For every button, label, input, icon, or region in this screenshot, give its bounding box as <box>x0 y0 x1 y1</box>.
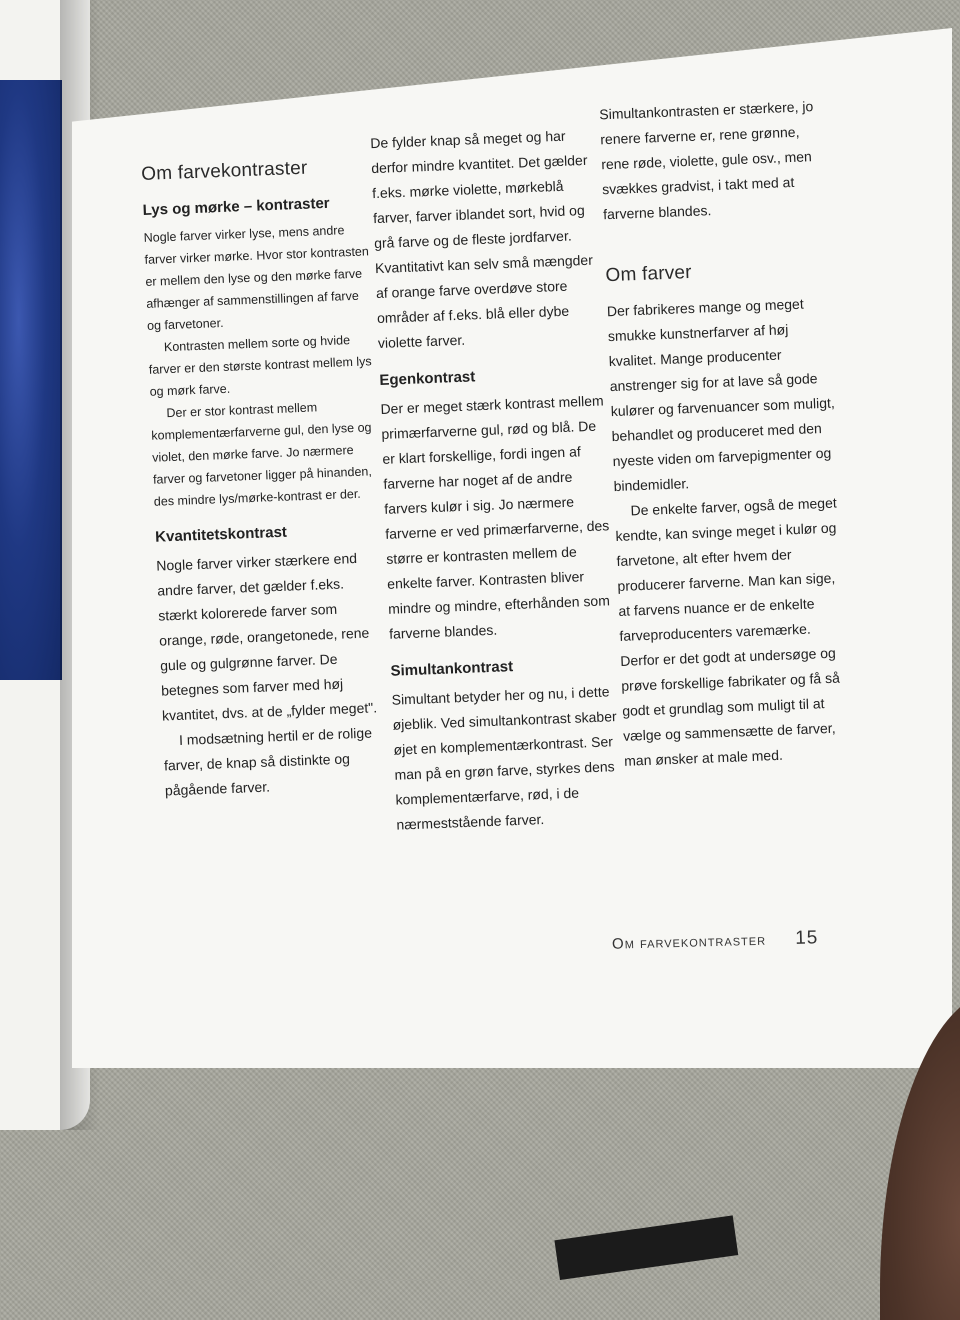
paragraph: Der er meget stærk kontrast mellem primærfarverne gul, rød og blå. De er klart forskellige, fordi ingen af farverne har noget af de andre farvers kulør i sig. Jo nærmere farverne er ved primærfarverne, des større er kontrasten mellem de enkelte farver. Kontrasten bliver mindre og mindre, efterhånden som farverne blandes. <box>380 392 611 642</box>
paragraph: Simultankontrasten er stærkere, jo renere farverne er, rene grønne, rene røde, violette, gule osv., men svækkes gradvist, i takt med at farverne blandes. <box>599 98 814 223</box>
blue-painting-image <box>0 80 62 680</box>
paragraph: Kontrasten mellem sorte og hvide farver er den største kontrast mellem lys og mørk farve. <box>148 333 372 399</box>
running-head: Om farvekontraster <box>611 931 767 953</box>
column-1 <box>141 151 391 803</box>
section-title-om-farver: Om farver <box>605 261 693 287</box>
page-number: 15 <box>794 927 819 949</box>
subheading-egenkontrast: Egenkontrast <box>379 368 476 389</box>
column-2 <box>370 123 622 838</box>
paragraph: De enkelte farver, også de meget kendte, kan svinge meget i kulør og farvetone, alt efter hvem der producerer farverne. Man kan sige, at farvens nuance er de enkelte farveproducenters varemærke. Derfor er det godt at undersøge og prøve forskellige fabrikater og få så godt et grundlag som muligt til at vælge og sammensætte de farver, man ønsker at male med. <box>615 494 841 769</box>
subheading-lys-moerke: Lys og mørke – kontraster <box>142 194 330 219</box>
section-title-farvekontraster: Om farvekontraster <box>140 157 308 185</box>
column-3 <box>599 94 850 774</box>
paragraph: Der fabrikeres mange og meget smukke kunstnerfarver af høj kvalitet. Mange producenter anstrenger sig for at lave så gode kulører og farvenuancer som muligt, behandlet og produceret med den nyeste viden om farvepigmenter og bindemidler. <box>606 295 835 495</box>
subheading-kvantitetskontrast: Kvantitetskontrast <box>154 523 288 546</box>
dark-object <box>554 1215 738 1280</box>
page-text <box>140 98 932 980</box>
paragraph: De fylder knap så meget og har derfor mindre kvantitet. Det gælder f.eks. mørke violette, mørkeblå farver, farver iblandet sort, hvid og grå farve og de fleste jordfarver. Kvantitativt kan selv små mængder af orange farve overdøve store områder af f.eks. blå eller dybe violette farver. <box>369 127 594 352</box>
paragraph: I modsætning hertil er de rolige farver, de knap så distinkte og pågående farver. <box>163 724 373 799</box>
paragraph: Nogle farver virker stærkere end andre farver, det gælder f.eks. stærkt kolorerede farver som orange, røde, orangetonede, rene gule og gulgrønne farver. De betegnes som farver med høj kvantitet, dvs. at de „fylder meget". <box>156 549 378 724</box>
paragraph: Simultant betyder her og nu, i dette øjeblik. Ved simultankontrast skaber øjet en komplementærkontrast. Ser man på en grøn farve, styrkes dens komplementærfarve, rød, i de nærmeststående farver. <box>391 683 617 833</box>
subheading-simultankontrast: Simultankontrast <box>390 658 514 680</box>
paragraph: Nogle farver virker lyse, mens andre farver virker mørke. Hvor stor kontrasten er mellem den lyse og den mørke farve afhænger af sammenstillingen af farve og farvetoner. <box>143 223 370 333</box>
paragraph: Der er stor kontrast mellem komplementærfarverne gul, den lyse og violet, den mørke farve. Jo nærmere farver og farvetoner ligger på hinanden, des mindre lys/mørke-kontrast er der. <box>151 400 373 509</box>
